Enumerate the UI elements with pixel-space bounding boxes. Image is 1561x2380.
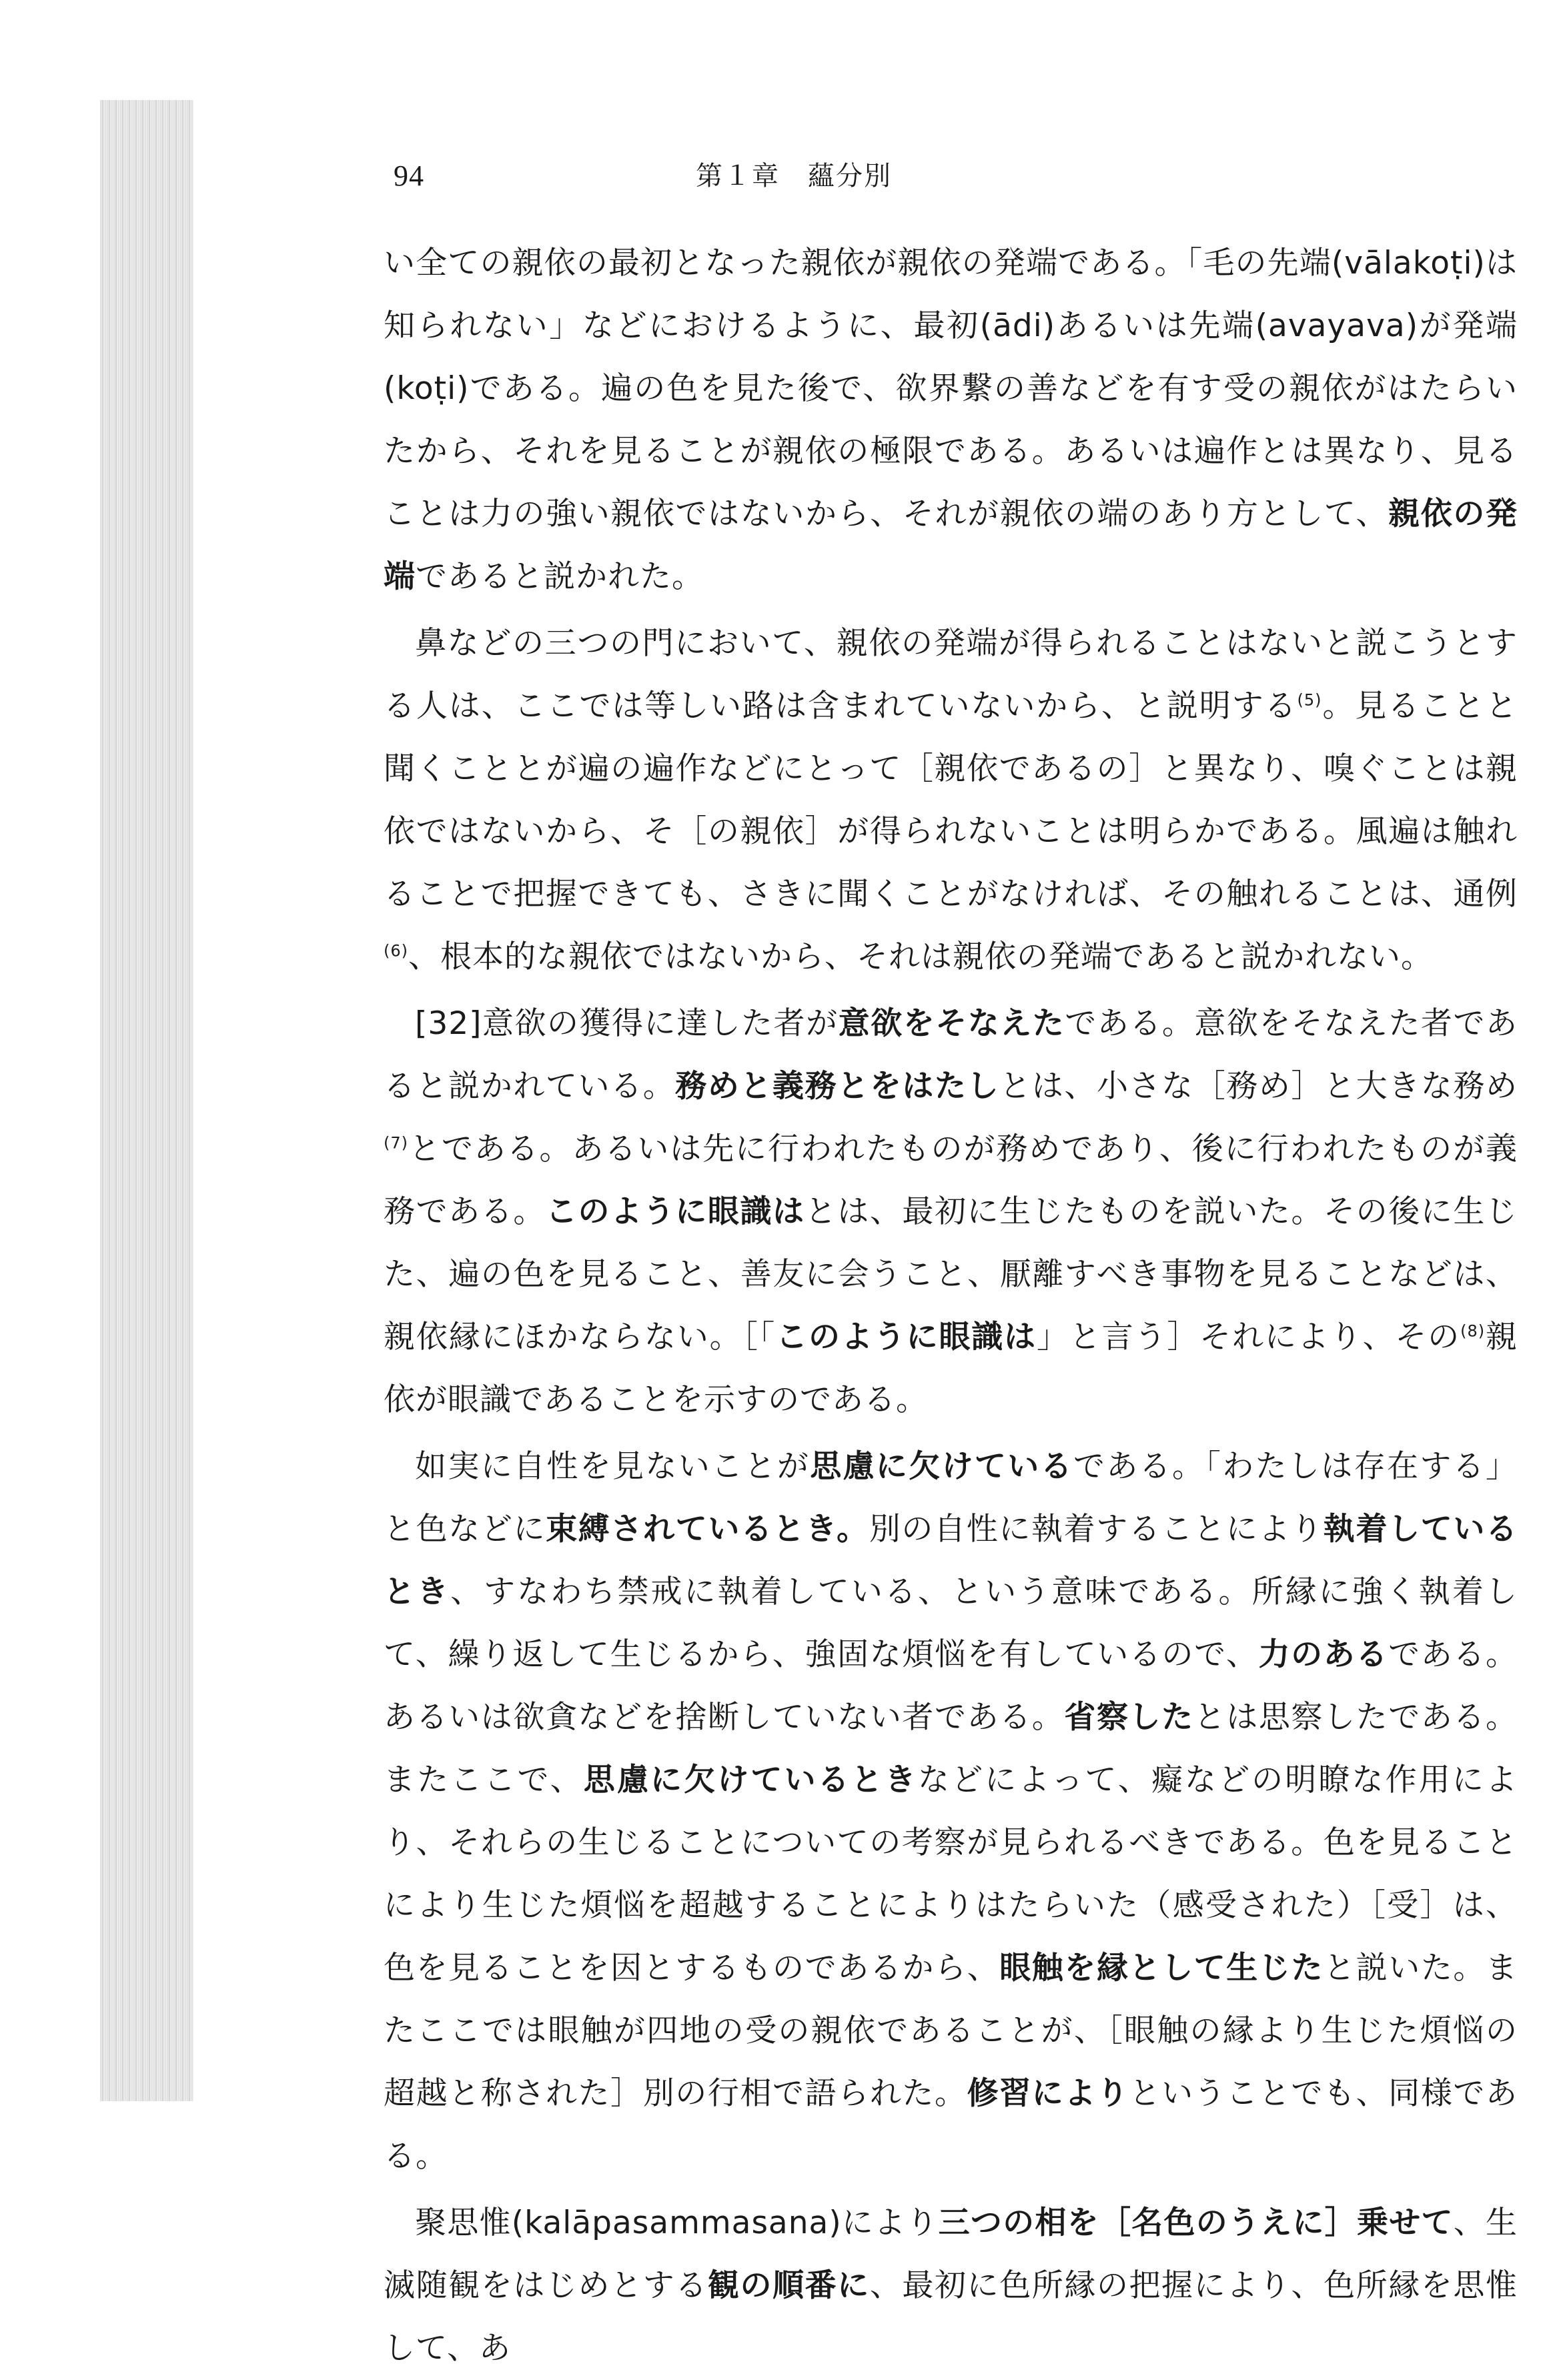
bold-term: 親依の発端 xyxy=(384,496,1518,595)
text-run: であると説かれた。 xyxy=(416,558,704,595)
text-run: 、最初に色所縁の把握により、色所縁を思惟して、あ xyxy=(384,2267,1518,2367)
page-binding-edge xyxy=(100,100,193,2101)
text-run: [32]意欲の獲得に達した者が xyxy=(415,1005,839,1042)
note-marker: (6) xyxy=(384,941,408,961)
text-run: 鼻などの三つの門において、親依の発端が得られることはないと説こうとする人は、ここでは等しい路は含まれていないから、と説明する xyxy=(384,625,1518,724)
text-run: ということでも、同様である。 xyxy=(384,2075,1518,2175)
text-run: とは、小さな［務め］と大きな務め xyxy=(999,1068,1518,1105)
text-run: 、すなわち禁戒に執着している、という意味である。所縁に強く執着して、繰り返して生じるから、強固な煩悩を有しているので、 xyxy=(384,1574,1518,1673)
text-run: 、生滅随観をはじめとする xyxy=(384,2205,1518,2304)
paragraph xyxy=(384,232,1518,608)
running-head: 第１章 蘊分別 xyxy=(696,161,892,191)
bold-term: 力のある xyxy=(1258,1636,1389,1673)
text-run: 親依が眼識であることを示すのである。 xyxy=(384,1319,1518,1418)
text-run: 。見ることと聞くこととが遍の遍作などにとって［親依であるの］と異なり、嗅ぐことは親依ではないから、そ［の親依］が得られないことは明らかである。風遍は触れることで把握できても、さきに聞くことがなければ、その触れることは、通例 xyxy=(384,688,1518,913)
text-run: い全ての親依の最初となった親依が親依の発端である。「毛の先端(vālakoṭi)は知られない」などにおけるように、最初(ādi)あるいは先端(avayava)が発端(koṭi)である。遍の色を見た後で、欲界繋の善などを有す受の親依がはたらいたから、それを見ることが親依の極限である。あるいは遍作とは異なり、見ることは力の強い親依ではないから、それが親依の端のあり方として、 xyxy=(384,245,1518,532)
paragraph xyxy=(384,993,1518,1431)
text-run: 如実に自性を見ないことが xyxy=(415,1448,811,1485)
note-marker: (5) xyxy=(1297,690,1322,710)
body-text xyxy=(384,232,1518,2380)
text-run: である。「わたしは存在する」と色などに xyxy=(384,1448,1518,1548)
text-run: とは、最初に生じたものを説いた。その後に生じた、遍の色を見ること、善友に会うこと、厭離すべき事物を見ることなどは、親依縁にほかならない。［「 xyxy=(384,1193,1518,1355)
bold-term: 思慮に欠けているとき xyxy=(583,1762,918,1798)
bold-term: 束縛されているとき。 xyxy=(546,1511,869,1548)
bold-term: 眼触を縁として生じた xyxy=(999,1950,1324,1986)
paragraph xyxy=(384,2192,1518,2380)
text-run: である。あるいは欲貪などを捨断していない者である。 xyxy=(384,1636,1518,1736)
bold-term: 三つの相を［名色のうえに］乗せて xyxy=(938,2205,1454,2241)
bold-term: 執着しているとき xyxy=(384,1511,1518,1610)
text-run: である。意欲をそなえた者であると説かれている。 xyxy=(384,1005,1518,1105)
paragraph xyxy=(384,1435,1518,2188)
paragraph xyxy=(384,612,1518,989)
text-run: 別の自性に執着することにより xyxy=(869,1511,1324,1548)
bold-term: このように眼識は xyxy=(776,1319,1037,1355)
bold-term: 務めと義務とをはたし xyxy=(675,1068,1000,1105)
text-run: 、根本的な親依ではないから、それは親依の発端であると説かれない。 xyxy=(408,939,1433,975)
note-marker: (8) xyxy=(1460,1321,1486,1341)
text-run: などによって、癡などの明瞭な作用により、それらの生じることについての考察が見られるべきである。色を見ることにより生じた煩悩を超越することによりはたらいた（感受された）［受］は、色を見ることを因とするものであるから、 xyxy=(384,1762,1518,1986)
bold-term: 省察した xyxy=(1064,1699,1194,1736)
text-run: と説いた。またここでは眼触が四地の受の親依であることが、［眼触の縁より生じた煩悩の超越と称された］別の行相で語られた。 xyxy=(384,1950,1518,2112)
text-run: とは思察したである。またここで、 xyxy=(384,1699,1518,1798)
bold-term: 観の順番に xyxy=(707,2267,870,2304)
bold-term: このように眼識は xyxy=(545,1193,805,1230)
page-number: 94 xyxy=(394,159,424,192)
bold-term: 修習により xyxy=(967,2075,1129,2112)
text-run: 」と言う］それにより、その xyxy=(1037,1319,1461,1355)
text-run: 聚思惟(kalāpasammasana)により xyxy=(415,2205,939,2241)
bold-term: 思慮に欠けている xyxy=(810,1448,1073,1485)
text-run: とである。あるいは先に行われたものが務めであり、後に行われたものが義務である。 xyxy=(384,1131,1518,1230)
bold-term: 意欲をそなえた xyxy=(838,1005,1065,1042)
note-marker: (7) xyxy=(384,1133,408,1153)
